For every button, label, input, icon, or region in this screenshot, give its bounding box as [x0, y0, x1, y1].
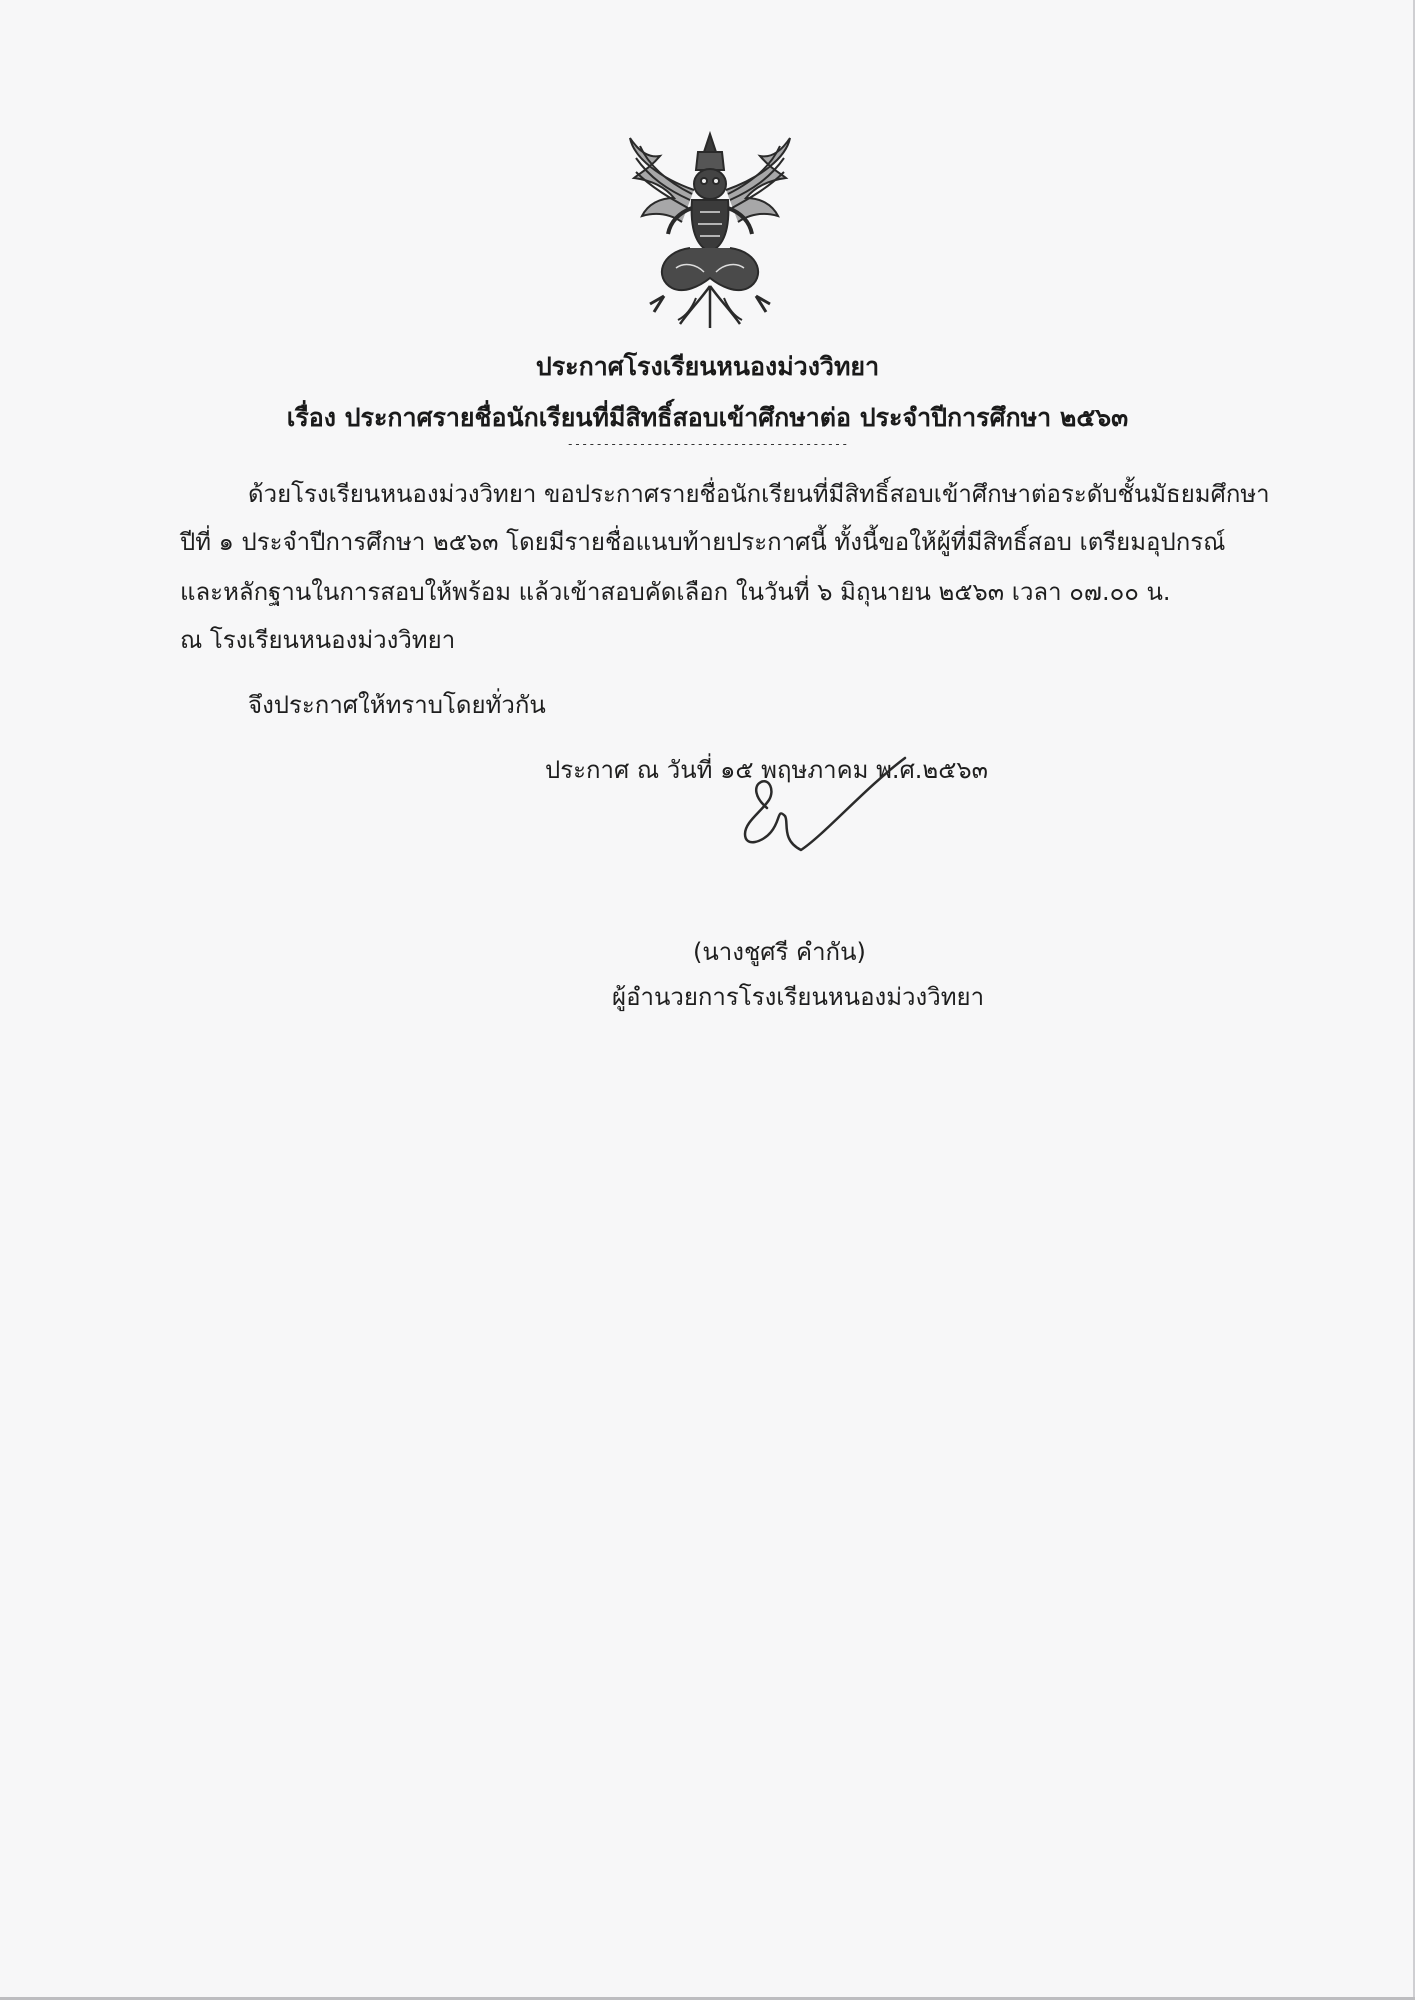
body-line-2: ปีที่ ๑ ประจำปีการศึกษา ๒๕๖๓ โดยมีรายชื่อแนบท้ายประกาศนี้ ทั้งนี้ขอให้ผู้ที่มีสิทธิ์สอบ เตรียมอุปกรณ์: [180, 528, 1226, 556]
body-line-4: ณ โรงเรียนหนองม่วงวิทยา: [180, 626, 456, 654]
body-line-3: และหลักฐานในการสอบให้พร้อม แล้วเข้าสอบคัดเลือก ในวันที่ ๖ มิถุนายน ๒๕๖๓ เวลา ๐๗.๐๐ น.: [180, 578, 1171, 606]
separator-line: ---------------------------------------: [566, 437, 849, 451]
body-line-1: ด้วยโรงเรียนหนองม่วงวิทยา ขอประกาศรายชื่อนักเรียนที่มีสิทธิ์สอบเข้าศึกษาต่อระดับชั้นมัธยมศึกษา: [248, 480, 1270, 508]
announcement-date: ประกาศ ณ วันที่ ๑๕ พฤษภาคม พ.ศ.๒๕๖๓: [545, 756, 989, 784]
signer-position: ผู้อำนวยการโรงเรียนหนองม่วงวิทยา: [612, 983, 985, 1011]
handwritten-signature-icon: [715, 738, 915, 888]
document-heading: ประกาศโรงเรียนหนองม่วงวิทยา: [535, 352, 880, 381]
signer-name: (นางชูศรี คำกัน): [693, 938, 866, 966]
garuda-emblem-icon: [620, 128, 800, 333]
closing-statement: จึงประกาศให้ทราบโดยทั่วกัน: [248, 691, 546, 719]
document-subject: เรื่อง ประกาศรายชื่อนักเรียนที่มีสิทธิ์สอบเข้าศึกษาต่อ ประจำปีการศึกษา ๒๕๖๓: [286, 403, 1129, 432]
